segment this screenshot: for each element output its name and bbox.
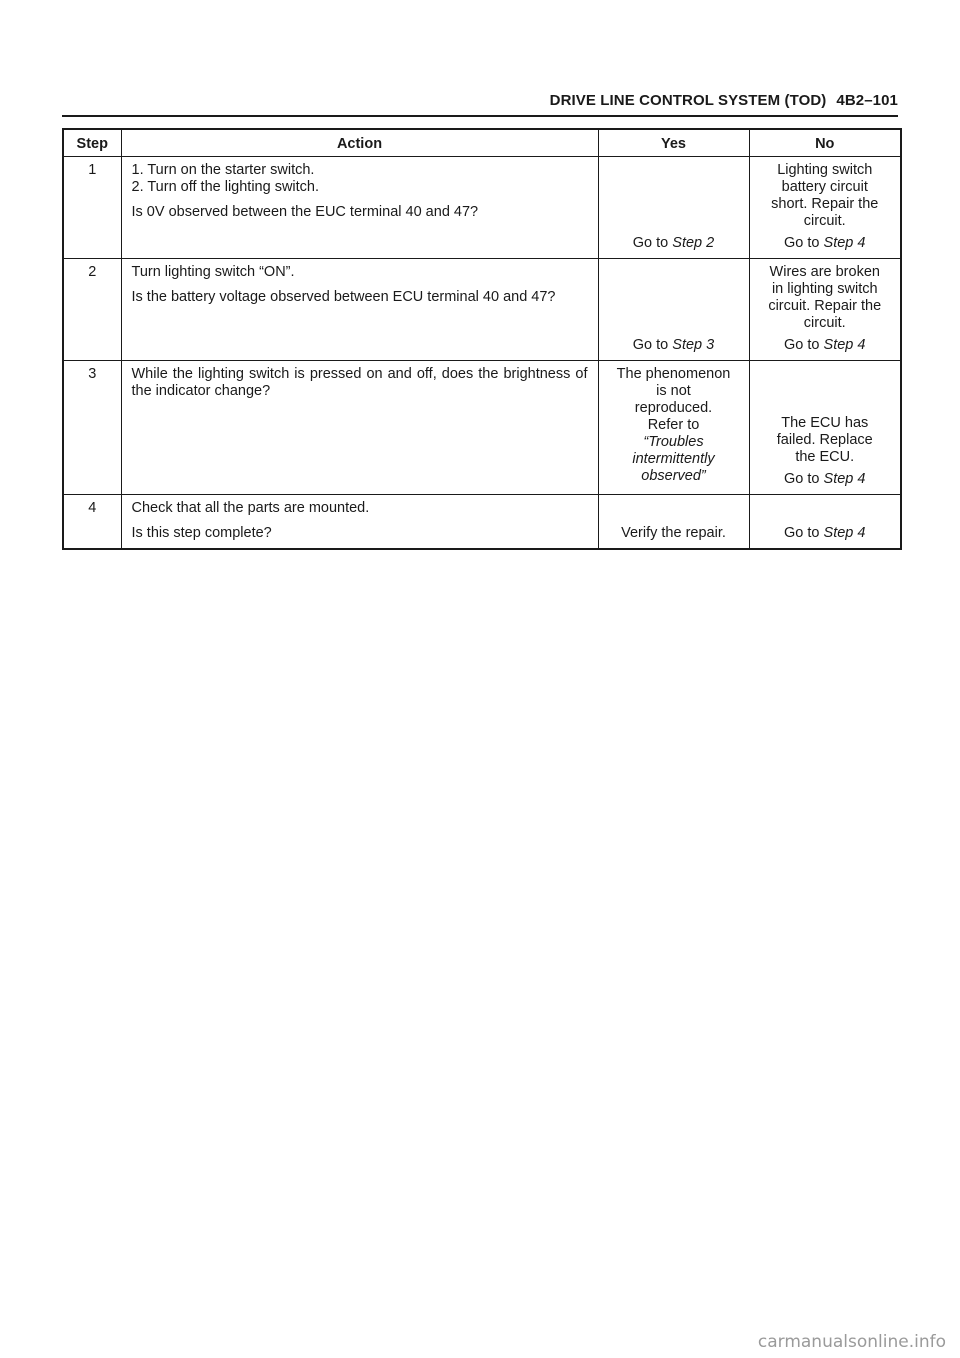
no-text-line: circuit. xyxy=(803,213,846,229)
step-number: 1 xyxy=(63,157,121,259)
column-header-step: Step xyxy=(63,129,121,157)
yes-prefix: Go to xyxy=(632,337,673,353)
no-text-line: battery circuit xyxy=(781,179,868,195)
yes-cell xyxy=(598,259,749,361)
action-cell xyxy=(121,495,598,550)
yes-text-line: Verify the repair. xyxy=(621,525,726,541)
table-row xyxy=(63,495,901,550)
no-goto xyxy=(758,235,893,252)
section-title: DRIVE LINE CONTROL SYSTEM (TOD) xyxy=(549,92,827,109)
no-text-line: circuit. Repair the xyxy=(768,298,882,314)
no-prefix: Go to xyxy=(784,525,824,541)
action-cell xyxy=(121,157,598,259)
action-question: Is 0V observed between the EUC terminal 40 and 47? xyxy=(131,204,479,220)
no-text-line: circuit. xyxy=(803,315,846,331)
yes-ref-line: observed” xyxy=(641,468,706,484)
yes-cell xyxy=(598,157,749,259)
table-row xyxy=(63,361,901,495)
yes-cell xyxy=(598,495,749,550)
no-step-link: Step 4 xyxy=(823,525,866,541)
no-prefix: Go to xyxy=(784,337,824,353)
header-rule xyxy=(62,115,898,117)
no-cell xyxy=(749,157,901,259)
no-step-link: Step 4 xyxy=(823,471,866,487)
no-step-link: Step 4 xyxy=(823,235,866,251)
action-cell xyxy=(121,361,598,495)
no-prefix: Go to xyxy=(784,471,824,487)
step-number: 4 xyxy=(63,495,121,550)
yes-ref-line: “Troubles xyxy=(643,434,704,450)
step-number: 2 xyxy=(63,259,121,361)
page-number: 4B2–101 xyxy=(836,92,898,109)
no-text-line: short. Repair the xyxy=(771,196,879,212)
no-step-link: Step 4 xyxy=(823,337,866,353)
no-text-line: failed. Replace xyxy=(776,432,873,448)
yes-step-link: Step 3 xyxy=(672,337,715,353)
no-text-line: Wires are broken xyxy=(769,264,880,280)
table-row xyxy=(63,259,901,361)
yes-text-line: reproduced. xyxy=(634,400,713,416)
yes-cell xyxy=(598,361,749,495)
action-question: Is the battery voltage observed between ECU terminal 40 and 47? xyxy=(131,289,556,305)
table-row xyxy=(63,157,901,259)
no-cell xyxy=(749,495,901,550)
no-text-line: the ECU. xyxy=(795,449,855,465)
yes-text-line: The phenomenon xyxy=(616,366,731,382)
no-cell xyxy=(749,361,901,495)
action-line: Check that all the parts are mounted. xyxy=(131,500,370,516)
column-header-yes: Yes xyxy=(598,129,749,157)
no-goto xyxy=(758,337,893,354)
action-line: 1. Turn on the starter switch. xyxy=(131,162,315,178)
action-line: While the lighting switch is pressed on and off, does the brightness of the indicator change? xyxy=(131,366,588,399)
yes-text-line: is not xyxy=(656,383,691,399)
table-header-row xyxy=(63,129,901,157)
action-line: 2. Turn off the lighting switch. xyxy=(131,179,320,195)
yes-ref-line: intermittently xyxy=(632,451,715,467)
action-cell xyxy=(121,259,598,361)
action-line: Turn lighting switch “ON”. xyxy=(131,264,295,280)
yes-text-line: Refer to xyxy=(647,417,700,433)
no-text-line: Lighting switch xyxy=(777,162,873,178)
yes-prefix: Go to xyxy=(632,235,673,251)
column-header-no: No xyxy=(749,129,901,157)
no-text-line: in lighting switch xyxy=(771,281,878,297)
site-watermark: carmanualsonline.info xyxy=(757,1332,946,1352)
no-text-line: The ECU has xyxy=(781,415,869,431)
no-prefix: Go to xyxy=(784,235,824,251)
no-goto xyxy=(758,471,893,488)
action-question: Is this step complete? xyxy=(131,525,272,541)
page-header xyxy=(62,92,898,114)
no-cell xyxy=(749,259,901,361)
yes-step-link: Step 2 xyxy=(672,235,715,251)
column-header-action: Action xyxy=(121,129,598,157)
step-number: 3 xyxy=(63,361,121,495)
diagnostic-table xyxy=(62,128,902,550)
